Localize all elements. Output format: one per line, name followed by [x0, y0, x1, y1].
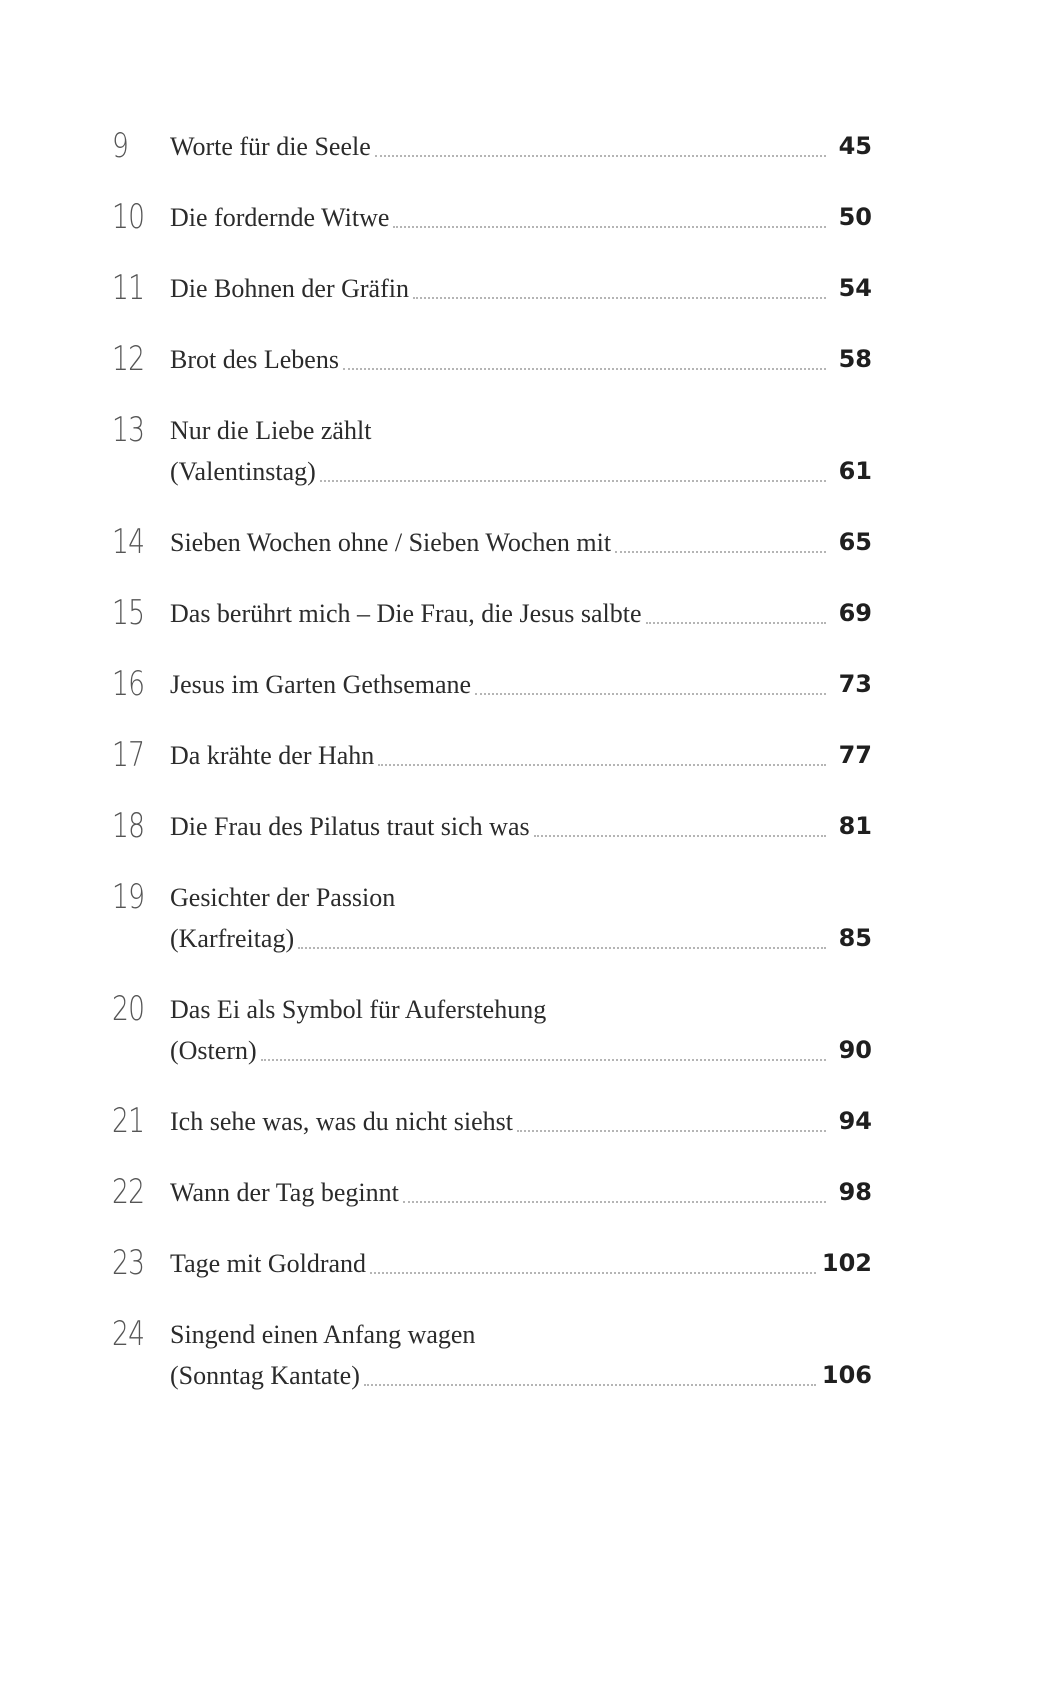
chapter-title: Die Frau des Pilatus traut sich was	[170, 812, 530, 841]
chapter-number: 23	[112, 1243, 145, 1283]
toc-entry-line	[170, 1243, 872, 1284]
page-number: 90	[838, 1036, 872, 1064]
page-number: 50	[838, 203, 872, 231]
chapter-title: Wann der Tag beginnt	[170, 1178, 399, 1207]
chapter-number: 13	[112, 410, 145, 450]
chapter-number: 10	[112, 197, 145, 237]
chapter-number: 12	[112, 339, 145, 379]
dot-leader	[343, 368, 826, 370]
chapter-title: Worte für die Seele	[170, 132, 371, 161]
toc-entry-body	[170, 806, 872, 847]
toc-entry-line	[170, 268, 872, 309]
chapter-title: (Ostern)	[170, 1036, 257, 1065]
toc-entry[interactable]	[112, 877, 872, 959]
page-number: 58	[838, 345, 872, 373]
page-number: 61	[838, 457, 872, 485]
toc-entry-body	[170, 989, 872, 1071]
chapter-title: Sieben Wochen ohne / Sieben Wochen mit	[170, 528, 612, 557]
chapter-title: Gesichter der Passion	[170, 883, 396, 912]
chapter-number: 20	[112, 989, 145, 1029]
dot-leader	[475, 693, 826, 695]
page-number: 94	[838, 1107, 872, 1135]
toc-entry-body	[170, 877, 872, 959]
chapter-number: 9	[112, 126, 129, 166]
toc-entry[interactable]	[112, 197, 872, 238]
dot-leader	[261, 1059, 826, 1061]
page-number: 77	[838, 741, 872, 769]
chapter-number: 16	[112, 664, 145, 704]
chapter-title: Nur die Liebe zählt	[170, 416, 372, 445]
toc-entry-body	[170, 593, 872, 634]
toc-entry-line	[170, 806, 872, 847]
chapter-number: 14	[112, 522, 145, 562]
toc-entry[interactable]	[112, 268, 872, 309]
toc-entry[interactable]	[112, 522, 872, 563]
dot-leader	[364, 1384, 816, 1386]
chapter-number: 22	[112, 1172, 145, 1212]
chapter-title: (Valentinstag)	[170, 457, 316, 486]
toc-entry-line	[170, 1172, 872, 1213]
chapter-title: Die Bohnen der Gräfin	[170, 274, 409, 303]
toc-entry-line	[170, 410, 872, 451]
toc-entry-line	[170, 339, 872, 380]
chapter-number: 19	[112, 877, 145, 917]
toc-entry-line	[170, 1030, 872, 1071]
chapter-title: (Karfreitag)	[170, 924, 295, 953]
toc-entry[interactable]	[112, 989, 872, 1071]
dot-leader	[298, 947, 826, 949]
toc-entry-line	[170, 918, 872, 959]
dot-leader	[378, 764, 826, 766]
toc-entry[interactable]	[112, 735, 872, 776]
toc-entry-body	[170, 197, 872, 238]
toc-entry[interactable]	[112, 410, 872, 492]
chapter-title: Brot des Lebens	[170, 345, 339, 374]
toc-entry[interactable]	[112, 1101, 872, 1142]
chapter-number: 15	[112, 593, 145, 633]
dot-leader	[646, 622, 826, 624]
chapter-title: Das berührt mich – Die Frau, die Jesus salbte	[170, 599, 642, 628]
dot-leader	[370, 1272, 816, 1274]
chapter-title: (Sonntag Kantate)	[170, 1361, 360, 1390]
toc-entry-line	[170, 1355, 872, 1396]
toc-entry-body	[170, 1243, 872, 1284]
dot-leader	[517, 1130, 826, 1132]
toc-entry-line	[170, 735, 872, 776]
toc-entry-line	[170, 522, 872, 563]
dot-leader	[413, 297, 826, 299]
page-number: 45	[838, 132, 872, 160]
toc-entry-line	[170, 1314, 872, 1355]
page-number: 106	[821, 1361, 872, 1389]
chapter-number: 11	[112, 268, 145, 308]
table-of-contents	[112, 126, 872, 1426]
toc-entry-body	[170, 522, 872, 563]
toc-entry-body	[170, 664, 872, 705]
page-number: 81	[838, 812, 872, 840]
page-number: 65	[838, 528, 872, 556]
page-number: 102	[821, 1249, 872, 1277]
page-number: 54	[838, 274, 872, 302]
toc-entry-line	[170, 989, 872, 1030]
page-number: 98	[838, 1178, 872, 1206]
chapter-title: Singend einen Anfang wagen	[170, 1320, 476, 1349]
chapter-title: Da krähte der Hahn	[170, 741, 375, 770]
dot-leader	[375, 155, 826, 157]
toc-entry-body	[170, 410, 872, 492]
chapter-title: Die fordernde Witwe	[170, 203, 390, 232]
toc-entry-body	[170, 268, 872, 309]
toc-entry-body	[170, 1101, 872, 1142]
dot-leader	[534, 835, 826, 837]
dot-leader	[320, 480, 826, 482]
chapter-number: 21	[112, 1101, 145, 1141]
toc-entry[interactable]	[112, 1314, 872, 1396]
toc-entry[interactable]	[112, 1172, 872, 1213]
dot-leader	[393, 226, 826, 228]
toc-entry[interactable]	[112, 593, 872, 634]
toc-entry-body	[170, 126, 872, 167]
page-number: 73	[838, 670, 872, 698]
toc-entry-body	[170, 1172, 872, 1213]
toc-entry-body	[170, 735, 872, 776]
toc-entry-line	[170, 877, 872, 918]
toc-entry-line	[170, 1101, 872, 1142]
toc-entry-body	[170, 339, 872, 380]
toc-entry-line	[170, 197, 872, 238]
page-number: 85	[838, 924, 872, 952]
toc-entry-line	[170, 593, 872, 634]
chapter-number: 18	[112, 806, 145, 846]
chapter-number: 24	[112, 1314, 145, 1354]
toc-entry[interactable]	[112, 1243, 872, 1284]
chapter-title: Das Ei als Symbol für Auferstehung	[170, 995, 547, 1024]
toc-entry-line	[170, 664, 872, 705]
toc-entry[interactable]	[112, 126, 872, 167]
toc-entry-line	[170, 126, 872, 167]
dot-leader	[403, 1201, 826, 1203]
chapter-title: Tage mit Goldrand	[170, 1249, 367, 1278]
chapter-title: Jesus im Garten Gethsemane	[170, 670, 472, 699]
toc-entry[interactable]	[112, 339, 872, 380]
chapter-number: 17	[112, 735, 145, 775]
chapter-title: Ich sehe was, was du nicht siehst	[170, 1107, 513, 1136]
dot-leader	[615, 551, 826, 553]
page-number: 69	[838, 599, 872, 627]
toc-entry[interactable]	[112, 806, 872, 847]
toc-entry[interactable]	[112, 664, 872, 705]
toc-entry-body	[170, 1314, 872, 1396]
toc-entry-line	[170, 451, 872, 492]
